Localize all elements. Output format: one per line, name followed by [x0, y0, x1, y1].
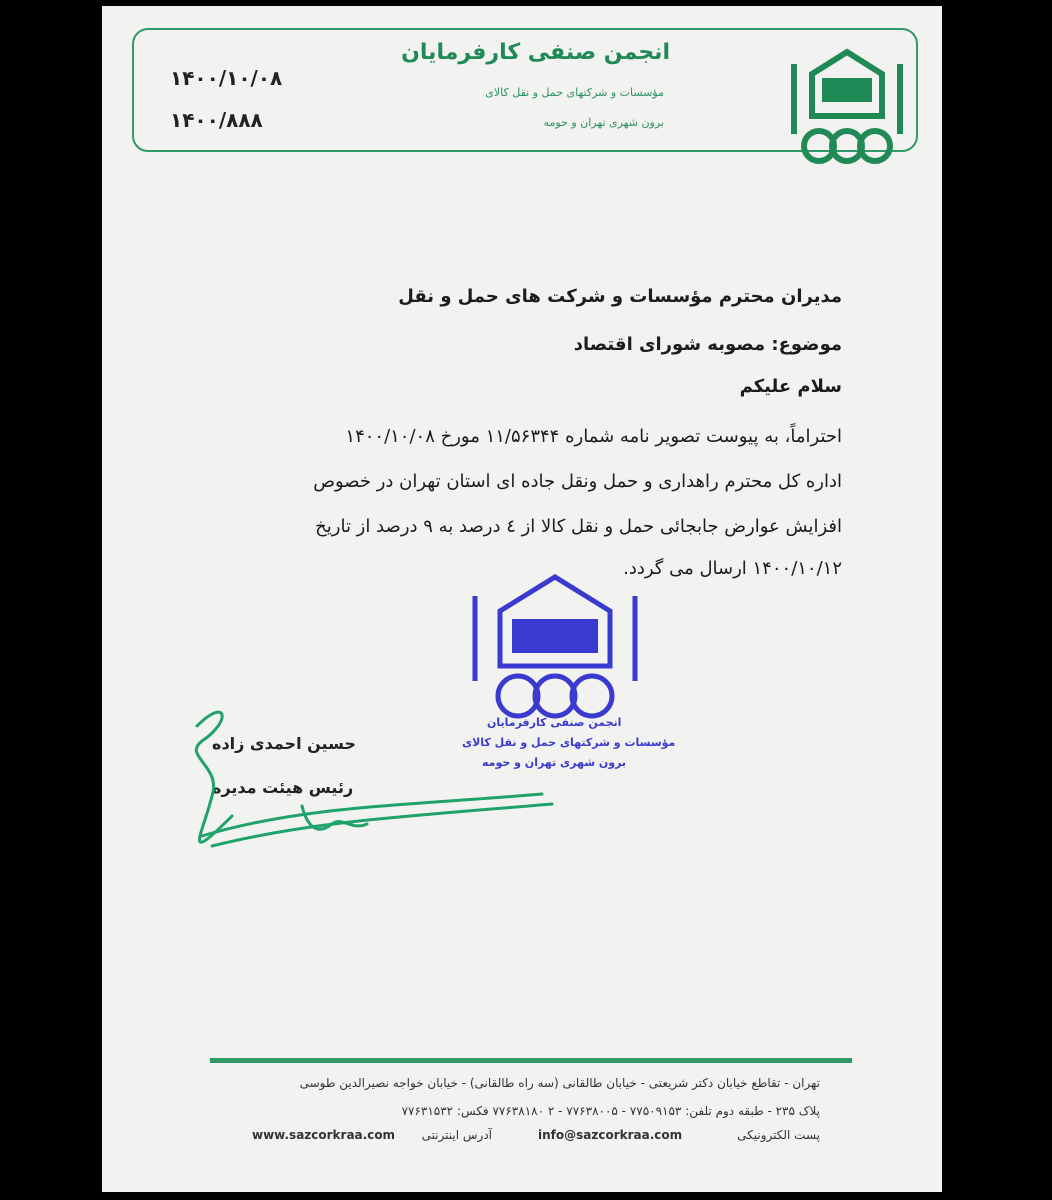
letterhead-subtitle: برون شهری تهران و حومه: [543, 116, 664, 129]
body-line: اداره کل محترم راهداری و حمل ونقل جاده ای استان تهران در خصوص: [313, 471, 842, 492]
addressee: مدیران محترم مؤسسات و شرکت های حمل و نقل: [398, 286, 842, 307]
letterhead-title: انجمن صنفی کارفرمایان: [401, 40, 670, 65]
body-line: افزایش عوارض جابجائی حمل و نقل کالا از ٤ درصد به ۹ درصد از تاریخ: [315, 516, 842, 537]
stamp-text: انجمن صنفی کارفرمایان: [487, 716, 622, 729]
stamp-text: مؤسسات و شرکتهای حمل و نقل کالای: [462, 736, 676, 749]
body-line: احتراماً، به پیوست تصویر نامه شماره ۱۱/۵۶۳۴۴ مورخ ۱۴۰۰/۱۰/۰۸: [345, 426, 842, 447]
footer-email-label: پست الکترونیکی: [737, 1128, 820, 1142]
association-logo-icon: [774, 44, 920, 174]
footer-address: تهران - تقاطع خیابان دکتر شریعتی - خیابان طالقانی (سه راه طالقانی) - خیابان خواجه نصیرالدین طوسی: [299, 1076, 820, 1090]
stamp-text: برون شهری تهران و حومه: [482, 756, 627, 769]
signer-name: حسین احمدی زاده: [212, 734, 356, 753]
handwritten-signature-icon: [142, 686, 562, 886]
body-line: ۱۴۰۰/۱۰/۱۲ ارسال می گردد.: [623, 558, 842, 579]
footer-website-label: آدرس اینترنتی: [421, 1128, 492, 1142]
letter-page: [102, 6, 942, 1192]
letter-number: ۱۴۰۰/۸۸۸: [170, 108, 263, 132]
footer-website: www.sazcorkraa.com: [252, 1128, 396, 1142]
footer-divider: [210, 1058, 852, 1063]
greeting: سلام علیکم: [739, 376, 842, 397]
letterhead-subtitle: مؤسسات و شرکتهای حمل و نقل کالای: [485, 86, 664, 99]
footer-email: info@sazcorkraa.com: [538, 1128, 683, 1142]
subject: موضوع: مصوبه شورای اقتصاد: [573, 334, 842, 355]
footer-contact: پلاک ۲۳۵ - طبقه دوم تلفن: ۷۷۵۰۹۱۵۳ - ۷۷۶۳۸۰۰۵ - ۲ ۷۷۶۳۸۱۸۰ فکس: ۷۷۶۳۱۵۳۲: [401, 1104, 820, 1118]
signer-role: رئیس هیئت مدیره: [212, 778, 354, 797]
letter-date: ۱۴۰۰/۱۰/۰۸: [170, 66, 283, 90]
